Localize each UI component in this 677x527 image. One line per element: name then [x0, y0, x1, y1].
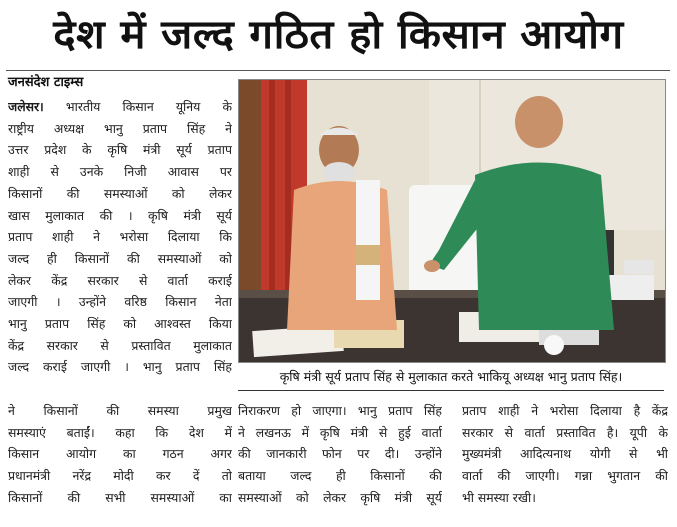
text-line: जल्द ही किसानों की समस्याओं को: [8, 250, 232, 266]
text-line: राष्ट्रीय अध्यक्ष भानु प्रताप सिंह ने: [8, 120, 232, 136]
text-line: उत्तर प्रदेश के कृषि मंत्री सूर्य प्रताप: [8, 142, 232, 158]
text-line: समस्याएं बताईं। कहा कि देश में: [8, 424, 232, 440]
column-1-continued: [8, 400, 232, 509]
text-line: मुख्यमंत्री आदित्यनाथ योगी से भी: [462, 446, 668, 462]
headline: देश में जल्द गठित हो किसान आयोग: [53, 12, 624, 58]
text-line: शाही से उनके निजी आवास पर: [8, 164, 232, 180]
photo-caption: कृषि मंत्री सूर्य प्रताप सिंह से मुलाकात करते भाकियू अध्यक्ष भानु प्रताप सिंह।: [238, 364, 664, 391]
text-line: सरकार से वार्ता प्रस्तावित है। यूपी के: [462, 424, 668, 440]
text-line: ने किसानों की समस्या प्रमुख: [8, 403, 232, 418]
byline: जनसंदेश टाइम्स: [8, 75, 84, 90]
text-line: किसानों की सभी समस्याओं का: [8, 489, 232, 505]
text-line: जाएगी । उन्होंने वरिष्ठ किसान नेता: [8, 294, 232, 310]
text-line: ने लखनऊ में कृषि मंत्री से हुई वार्ता: [238, 424, 442, 440]
text-line: खास मुलाकात की । कृषि मंत्री सूर्य: [8, 207, 232, 223]
text-line: किसानों की समस्याओं को लेकर: [8, 185, 232, 201]
text-line: समस्याओं को लेकर कृषि मंत्री सूर्य: [238, 489, 442, 505]
text-line: लेकर केंद्र सरकार से वार्ता कराई: [8, 272, 232, 288]
column-3: [462, 400, 668, 509]
news-photo: [238, 79, 666, 363]
photo-illustration: [239, 80, 665, 362]
column-1: [8, 96, 232, 378]
text-line: निराकरण हो जाएगा। भानु प्रताप सिंह: [238, 403, 442, 418]
text-line: जलेसर। भारतीय किसान यूनिय के: [8, 99, 232, 114]
text-line: जल्द कराई जाएगी । भानु प्रताप सिंह: [8, 359, 232, 375]
column-2: [238, 400, 442, 509]
text-line: की जानकारी फोन पर दी। उन्होंने: [238, 446, 442, 462]
text-line: प्रताप शाही ने भरोसा दिलाया है केंद्र: [462, 403, 668, 418]
text-line: भी समस्या रखी।: [462, 489, 536, 505]
text-line: प्रधानमंत्री नरेंद्र मोदी कर दें तो: [8, 468, 232, 484]
text-line: किसान आयोग का गठन अगर: [8, 446, 232, 462]
divider: [6, 70, 670, 71]
dateline: जलेसर।: [8, 99, 44, 114]
text-line: केंद्र सरकार से प्रस्तावित मुलाकात: [8, 337, 232, 353]
text-line: बताया जल्द ही किसानों की: [238, 468, 442, 484]
text-line: प्रताप शाही ने भरोसा दिलाया कि: [8, 229, 232, 245]
text-line: वार्ता की जाएगी। गन्ना भुगतान की: [462, 468, 668, 484]
text-line: भानु प्रताप सिंह को आश्वस्त किया: [8, 316, 232, 332]
